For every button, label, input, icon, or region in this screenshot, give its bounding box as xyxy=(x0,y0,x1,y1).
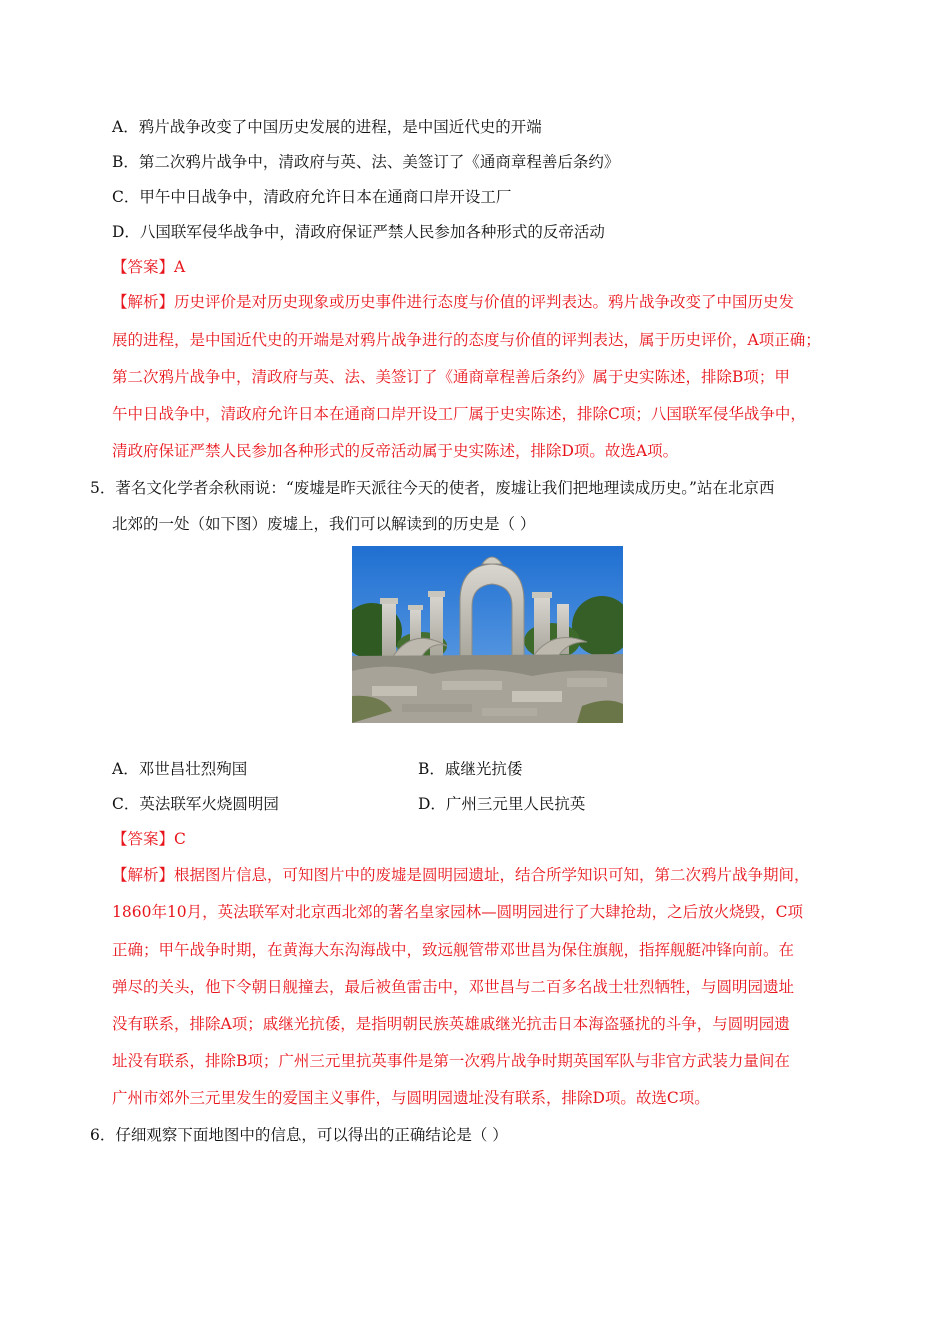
q5-analysis-line: 正确；甲午战争时期，在黄海大东沟海战中，致远舰管带邓世昌为保住旗舰，指挥舰艇冲锋向前。在 xyxy=(112,941,795,959)
q4-option-a: A．鸦片战争改变了中国历史发展的进程，是中国近代史的开端 xyxy=(112,118,542,136)
q5-stem-line: 北郊的一处（如下图）废墟上，我们可以解读到的历史是（ ） xyxy=(112,515,536,533)
q4-option-d: D．八国联军侵华战争中，清政府保证严禁人民参加各种形式的反帝活动 xyxy=(112,223,605,241)
q5-stem-line: 5．著名文化学者余秋雨说：“废墟是昨天派往今天的使者，废墟让我们把地理读成历史。”站在北京西 xyxy=(90,479,775,497)
q4-option-b: B．第二次鸦片战争中，清政府与英、法、美签订了《通商章程善后条约》 xyxy=(112,153,620,171)
yuanmingyuan-ruins-photo xyxy=(352,546,623,723)
q4-analysis-line: 午中日战争中，清政府允许日本在通商口岸开设工厂属于史实陈述，排除C项；八国联军侵华战争中， xyxy=(112,405,806,423)
q5-option-a: A．邓世昌壮烈殉国 xyxy=(112,760,248,778)
q4-option-c: C．甲午中日战争中，清政府允许日本在通商口岸开设工厂 xyxy=(112,188,512,206)
q5-option-d: D．广州三元里人民抗英 xyxy=(418,795,586,813)
q5-option-b: B．戚继光抗倭 xyxy=(418,760,523,778)
q5-analysis-line: 弹尽的关头，他下令朝日舰撞去，最后被鱼雷击中，邓世昌与二百多名战士壮烈牺牲，与圆明园遗址 xyxy=(112,978,795,996)
q4-analysis-line: 【解析】历史评价是对历史现象或历史事件进行态度与价值的评判表达。鸦片战争改变了中国历史发 xyxy=(112,293,795,311)
q5-analysis-line: 没有联系，排除A项；戚继光抗倭，是指明朝民族英雄戚继光抗击日本海盗骚扰的斗争，与圆明园遗 xyxy=(112,1015,790,1033)
q5-answer: 【答案】C xyxy=(112,830,186,848)
q4-analysis-line: 第二次鸦片战争中，清政府与英、法、美签订了《通商章程善后条约》属于史实陈述，排除B项；甲 xyxy=(112,368,790,386)
q4-analysis-line: 清政府保证严禁人民参加各种形式的反帝活动属于史实陈述，排除D项。故选A项。 xyxy=(112,442,679,460)
q5-analysis-line: 址没有联系，排除B项；广州三元里抗英事件是第一次鸦片战争时期英国军队与非官方武装力量间在 xyxy=(112,1052,790,1070)
q4-answer: 【答案】A xyxy=(112,258,186,276)
q5-option-c: C．英法联军火烧圆明园 xyxy=(112,795,279,813)
q5-analysis-line: 广州市郊外三元里发生的爱国主义事件，与圆明园遗址没有联系，排除D项。故选C项。 xyxy=(112,1089,710,1107)
q6-stem: 6．仔细观察下面地图中的信息，可以得出的正确结论是（ ） xyxy=(90,1126,508,1144)
q5-analysis-line: 1860年10月，英法联军对北京西北郊的著名皇家园林—圆明园进行了大肆抢劫，之后放火烧毁，C项 xyxy=(112,903,804,921)
q4-analysis-line: 展的进程，是中国近代史的开端是对鸦片战争进行的态度与价值的评判表达，属于历史评价，A项正确； xyxy=(112,331,821,349)
q5-analysis-line: 【解析】根据图片信息，可知图片中的废墟是圆明园遗址，结合所学知识可知，第二次鸦片战争期间， xyxy=(112,866,810,884)
